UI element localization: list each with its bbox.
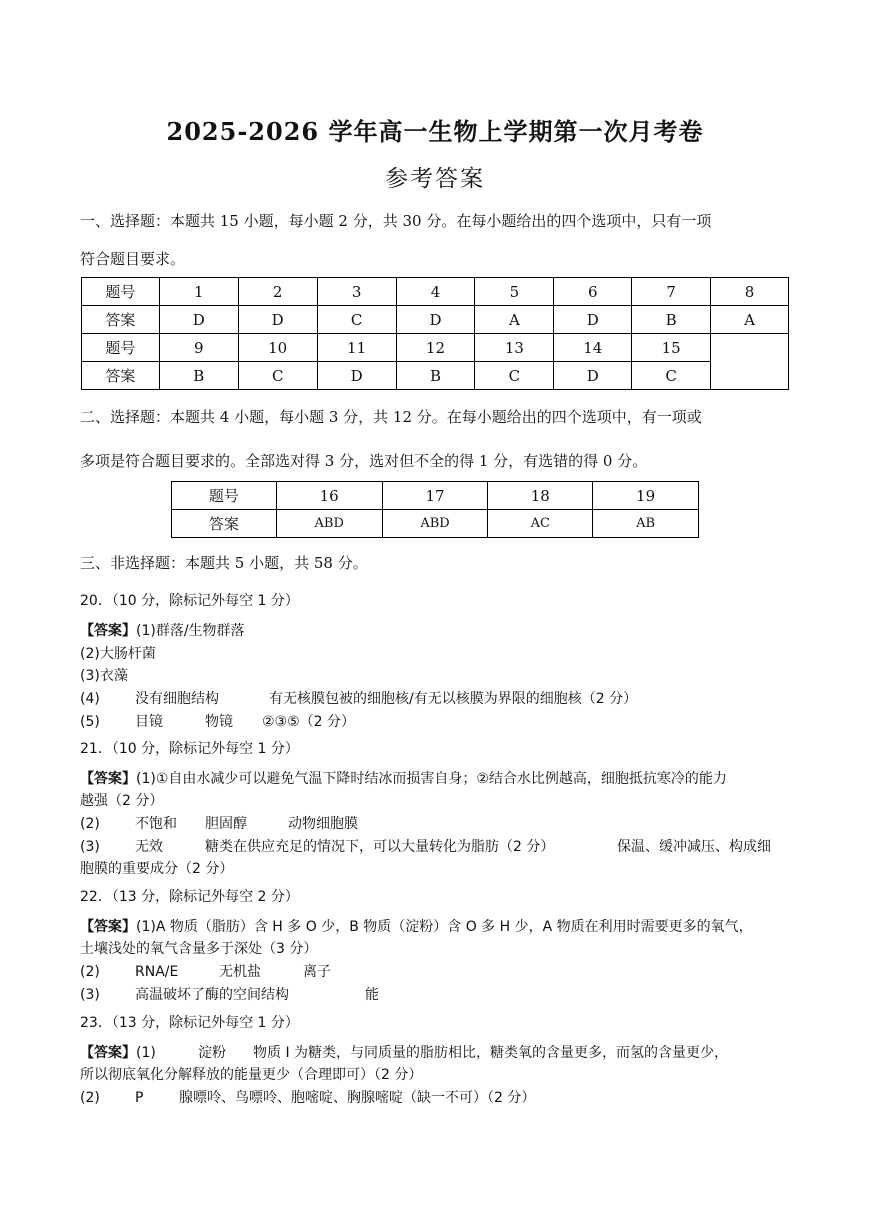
- table-row: [172, 510, 699, 538]
- question-22-answer-line: [80, 916, 795, 938]
- answer-tag: 【答案】: [80, 623, 136, 639]
- table-row: [82, 362, 789, 390]
- answer-cell: ABD: [382, 510, 488, 538]
- table-row: [82, 306, 789, 334]
- answer-text: 所以彻底氧化分解释放的能量更少（合理即可）（2 分）: [80, 1067, 423, 1083]
- item-number: (2): [80, 964, 100, 980]
- answer-text: 胆固醇: [205, 816, 247, 832]
- section2-answer-table: [171, 481, 699, 538]
- question-23-answer-line: [80, 1042, 795, 1064]
- question-number: 15: [632, 334, 711, 362]
- table-row: [82, 334, 789, 362]
- answer-text: 无效: [135, 839, 163, 855]
- answer-cell: D: [317, 362, 396, 390]
- answer-text: 胞膜的重要成分（2 分）: [80, 861, 234, 877]
- answer-cell: C: [238, 362, 317, 390]
- answer-text: 目镜: [135, 714, 163, 730]
- table-row: [172, 482, 699, 510]
- question-number: 8: [711, 278, 789, 306]
- row-label-answer: 答案: [82, 362, 160, 390]
- item-number: (5): [80, 714, 100, 730]
- answer-cell: C: [317, 306, 396, 334]
- answer-text: 腺嘌呤、鸟嘌呤、胞嘧啶、胸腺嘧啶（缺一不可）（2 分）: [179, 1090, 536, 1106]
- question-number: 13: [475, 334, 554, 362]
- answer-cell: AC: [488, 510, 593, 538]
- question-21-line-3: [80, 836, 795, 858]
- question-number: 10: [238, 334, 317, 362]
- row-label-question: 题号: [82, 278, 160, 306]
- section3-heading: 三、非选择题：本题共 5 小题，共 58 分。: [80, 554, 368, 572]
- answer-text: 土壤浅处的氧气含量多于深处（3 分）: [80, 941, 318, 957]
- table-row: [82, 278, 789, 306]
- answer-text: 物镜: [205, 714, 233, 730]
- question-number: 17: [382, 482, 488, 510]
- answer-text: (3)衣藻: [80, 668, 128, 684]
- answer-cell: D: [554, 306, 632, 334]
- question-20-answer-line: [80, 620, 795, 642]
- question-number: 4: [396, 278, 475, 306]
- answer-cell: AB: [593, 510, 699, 538]
- answer-tag: 【答案】: [80, 1045, 136, 1061]
- answer-cell: B: [632, 306, 711, 334]
- section1-answer-table: [81, 277, 789, 390]
- answer-cell: D: [554, 362, 632, 390]
- question-22-line-2: [80, 961, 795, 983]
- answer-text: 物质 I 为糖类，与同质量的脂肪相比，糖类氧的含量更多，而氢的含量更少，: [253, 1045, 729, 1061]
- answer-text: (1)①自由水减少可以避免气温下降时结冰而损害自身；②结合水比例越高，细胞抵抗寒冷的能力: [136, 771, 727, 787]
- question-21-answer-line: [80, 768, 795, 790]
- answer-cell: D: [396, 306, 475, 334]
- page-title: 2025-2026 学年高一生物上学期第一次月考卷: [166, 117, 704, 146]
- answer-text: 能: [365, 987, 379, 1003]
- answer-text: ②③⑤（2 分）: [262, 714, 356, 730]
- section2-intro-line2: 多项是符合题目要求的。全部选对得 3 分，选对但不全的得 1 分，有选错的得 0 分。: [80, 452, 648, 470]
- page-subtitle: 参考答案: [385, 166, 485, 192]
- answer-cell: D: [238, 306, 317, 334]
- row-label-answer: 答案: [82, 306, 160, 334]
- question-23-line-2: [80, 1087, 795, 1109]
- question-22-header: 22．（13 分，除标记外每空 2 分）: [80, 889, 299, 905]
- row-label-question: 题号: [172, 482, 277, 510]
- section2-intro-line1: 二、选择题：本题共 4 小题，每小题 3 分，共 12 分。在每小题给出的四个选项中，有一项或: [80, 408, 702, 426]
- question-number: 11: [317, 334, 396, 362]
- answer-text: 糖类在供应充足的情况下，可以大量转化为脂肪（2 分）: [205, 839, 555, 855]
- question-number: 18: [488, 482, 593, 510]
- item-number: (4): [80, 691, 100, 707]
- answer-text: P: [135, 1090, 144, 1106]
- answer-cell: B: [159, 362, 238, 390]
- answer-tag: 【答案】: [80, 771, 136, 787]
- row-label-question: 题号: [82, 334, 160, 362]
- question-number: 1: [159, 278, 238, 306]
- question-23-header: 23．（13 分，除标记外每空 1 分）: [80, 1015, 299, 1031]
- question-21-line-2: [80, 813, 795, 835]
- answer-text: 越强（2 分）: [80, 793, 164, 809]
- question-number: 2: [238, 278, 317, 306]
- question-number: 7: [632, 278, 711, 306]
- answer-text: (2)大肠杆菌: [80, 646, 156, 662]
- answer-cell: B: [396, 362, 475, 390]
- answer-text: RNA/E: [135, 964, 179, 980]
- answer-text: 无机盐: [219, 964, 261, 980]
- question-20-header: 20．（10 分，除标记外每空 1 分）: [80, 593, 299, 609]
- answer-text: (1)群落/生物群落: [136, 623, 245, 639]
- question-number: 16: [276, 482, 382, 510]
- question-21-header: 21．（10 分，除标记外每空 1 分）: [80, 741, 299, 757]
- answer-cell: C: [632, 362, 711, 390]
- answer-text: 高温破坏了酶的空间结构: [135, 987, 289, 1003]
- row-label-answer: 答案: [172, 510, 277, 538]
- question-number: 6: [554, 278, 632, 306]
- question-number: 12: [396, 334, 475, 362]
- answer-cell: ABD: [276, 510, 382, 538]
- question-number: 3: [317, 278, 396, 306]
- answer-text: 动物细胞膜: [288, 816, 358, 832]
- question-20-line-5: [80, 711, 795, 733]
- item-number: (2): [80, 1090, 100, 1106]
- section1-intro-line2: 符合题目要求。: [80, 250, 186, 268]
- answer-cell: A: [475, 306, 554, 334]
- answer-text: 没有细胞结构: [135, 691, 219, 707]
- answer-tag: 【答案】: [80, 919, 136, 935]
- empty-cell: [711, 334, 789, 390]
- item-number: (3): [80, 987, 100, 1003]
- question-number: 9: [159, 334, 238, 362]
- answer-text: 保温、缓冲减压、构成细: [617, 839, 771, 855]
- answer-text: 不饱和: [135, 816, 177, 832]
- answer-text: (1)A 物质（脂肪）含 H 多 O 少，B 物质（淀粉）含 O 多 H 少，A 物质在利用时需要更多的氧气，: [136, 919, 753, 935]
- item-number: (1): [136, 1045, 156, 1061]
- answer-text: 离子: [303, 964, 331, 980]
- question-number: 19: [593, 482, 699, 510]
- answer-text: 有无核膜包被的细胞核/有无以核膜为界限的细胞核（2 分）: [269, 691, 638, 707]
- answer-cell: A: [711, 306, 789, 334]
- section1-intro-line1: 一、选择题：本题共 15 小题，每小题 2 分，共 30 分。在每小题给出的四个选项中，只有一项: [80, 212, 712, 230]
- answer-cell: C: [475, 362, 554, 390]
- answer-text: 淀粉: [198, 1045, 226, 1061]
- question-22-line-3: [80, 984, 795, 1006]
- item-number: (2): [80, 816, 100, 832]
- question-number: 5: [475, 278, 554, 306]
- answer-cell: D: [159, 306, 238, 334]
- question-20-line-4: [80, 688, 795, 710]
- item-number: (3): [80, 839, 100, 855]
- question-number: 14: [554, 334, 632, 362]
